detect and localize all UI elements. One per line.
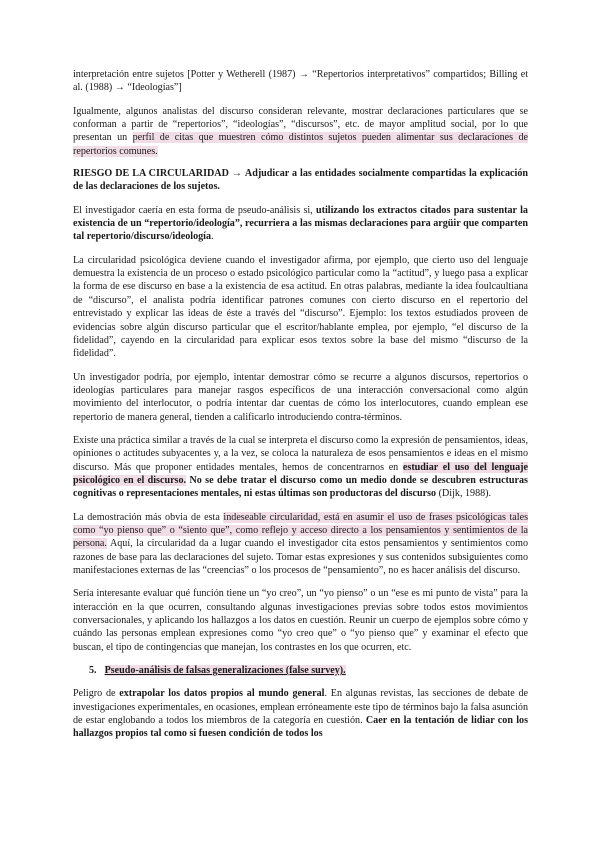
bold-text: No se debe tratar el discurso como un medio donde se descubren estructuras cognitivas o representaciones mentales, ni estas últimas son productoras del discurso — [73, 474, 528, 500]
document-page — [73, 68, 528, 741]
text: Existe una práctica similar a través de la cual se interpreta el discurso como la expresión de pensamientos, ideas, opiniones o actitudes subyacentes y, a la vez, se coloca la naturaleza de esos pensamientos e ideas en el mismo discurso. Más que proponer entidades mentales, hemos de concentrarnos en — [73, 434, 528, 473]
heading-title: RIESGO DE LA CIRCULARIDAD — [73, 168, 229, 180]
text: Un investigador podría, por ejemplo, intentar demostrar cómo se recurre a algunos discursos, repertorios o ideologías particulares para manejar rasgos específicos de una interacción conversacional como algún movimiento del interlocutor, o podría intentar dar cuentas de cómo los interlocutores, cuando emplean ese repertorio de manera general, tienden a calificarlo introduciendo contra-términos. — [73, 371, 528, 423]
text: interpretación entre sujetos [Potter y Wetherell (1987) → “Repertorios interpretativos” compartidos; Billing et al. (1988) → “Ideologías”] — [73, 69, 528, 94]
list-number: 5. — [89, 665, 97, 677]
highlighted-text: perfil de citas que muestren cómo distintos sujetos pueden alimentar sus declaraciones de repertorios comunes. — [73, 132, 528, 157]
text: . En algunas revistas, las secciones de debate de investigaciones experimentales, en ocasiones, emplean erróneamente este tipo de términos bajo la falsa asunción de estar englobando a todos los miembros de la categoría en cuestión. — [73, 688, 528, 727]
bold-text: utilizando los extractos citados para sustentar la existencia de un “repertorio/ideología”, recurriera a las mismas declaraciones para argüir que comparten tal repertorio/discurso/ideología — [73, 204, 528, 243]
bold-text: Caer en la tentación de lidiar con los hallazgos propios tal como si fuesen condición de todos los — [73, 715, 528, 740]
paragraph-investigator-example — [73, 371, 528, 424]
paragraph-psychological-circularity — [73, 254, 528, 361]
paragraph-analysts — [73, 105, 528, 158]
paragraph-obvious-demonstration — [73, 511, 528, 578]
bold-text: extrapolar los datos propios al mundo general — [119, 688, 325, 700]
paragraph-pseudo-analysis — [73, 204, 528, 244]
heading-subtitle: Adjudicar a las entidades socialmente compartidas la explicación de las declaraciones de los sujetos. — [73, 168, 528, 193]
text: Peligro de — [73, 688, 120, 700]
text: Aquí, la circularidad da a lugar cuando el investigador cita estos pensamientos y sentimientos como razones de base para las declaraciones del sujeto. Tomar estas expresiones y sus contenidos subsiguientes como manifestaciones externas de las “creencias” o los procesos de “pensamiento”, no es hacer análisis del discurso. — [73, 538, 528, 576]
text: El investigador caería en esta forma de pseudo-análisis si, — [73, 204, 317, 216]
paragraph-intro-citation — [73, 68, 528, 95]
paragraph-false-generalization — [73, 687, 528, 740]
bold-highlighted-text: estudiar el uso del lenguaje psicológico en el discurso. — [73, 461, 528, 486]
text: La demostración más obvia de esta — [73, 511, 224, 523]
text: Sería interesante evaluar qué función tiene un “yo creo”, un “yo pienso” o un “ese es mi punto de vista” para la interacción en la que ocurren, consultando algunas investigaciones previas sobre todos estos movimientos conversacionales, y aplicando los hallazgos a los datos en cuestión. Reunir un cuerpo de ejemplos sobre cómo y cuándo las personas emplean expresiones como “yo creo que” o “yo pienso que” y examinar el efecto que buscan, el tipo de contingencias que manejan, los contrastes en los que ocurren, etc. — [73, 588, 528, 653]
section-heading-circularity — [73, 167, 528, 194]
list-item-title: Pseudo-análisis de falsas generalizaciones (false survey). — [104, 665, 346, 677]
list-item-5 — [73, 664, 528, 677]
arrow-text: → — [228, 168, 245, 180]
text: (Dijk, 1988). — [436, 488, 492, 500]
text: La circularidad psicológica deviene cuando el investigador afirma, por ejemplo, que cierto uso del lenguaje demuestra la existencia de un proceso o estado psicológico particular como la “actitud”, y luego pasa a explicar la forma de ese discurso en base a la existencia de esa actitud. En otras palabras, mediante la idea foulcaultiana de “discurso”, el analista podría identificar patrones comunes con cierto discurso en el repertorio del entrevistado y explicar las ideas de éste a través del “discurso”. Ejemplo: los textos estudiados proveen de evidencias sobre algún discurso particular que el escritor/hablante emplea, por ejemplo, “el discurso de la fidelidad”, cayendo en la circularidad para explicar esos textos sobre la base del mismo “discurso de la fidelidad”. — [73, 254, 528, 360]
text: Igualmente, algunos analistas del discurso consideran relevante, mostrar declaraciones particulares que se conforman a partir de “repertorios”, “ideologías”, “discursos”, etc. de mayor amplitud social, por lo que presentan un — [73, 105, 528, 144]
paragraph-similar-practice — [73, 434, 528, 501]
paragraph-evaluate-function — [73, 587, 528, 654]
text: . — [211, 231, 214, 243]
highlighted-text: indeseable circularidad, está en asumir el uso de frases psicológicas tales como “yo pienso que” o “siento que”, como reflejo y acceso directo a los pensamientos y sentimientos de la persona. — [73, 511, 528, 550]
